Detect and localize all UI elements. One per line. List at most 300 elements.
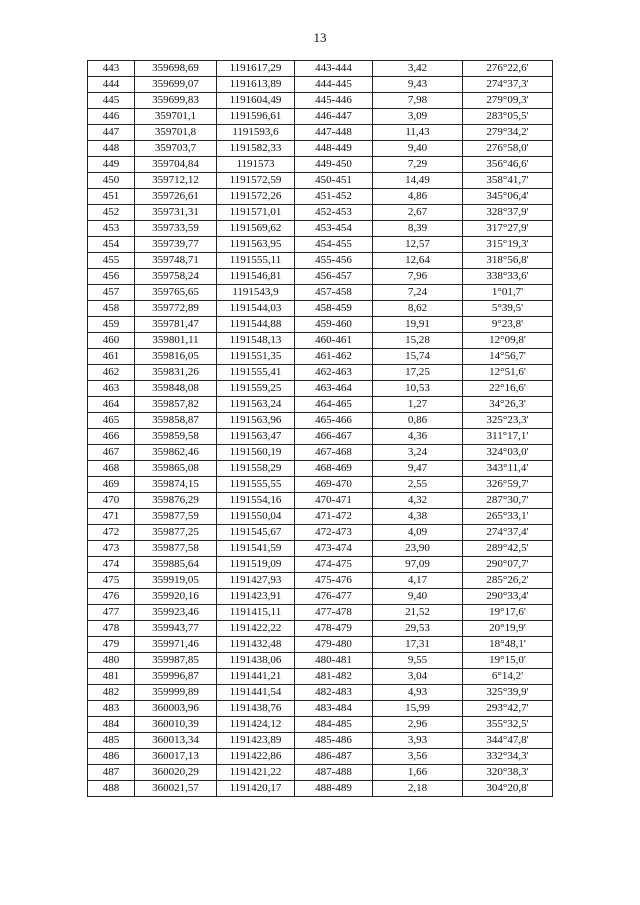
segment-cell: 451-452	[295, 189, 373, 205]
point-number-cell: 443	[88, 61, 135, 77]
bearing-cell: 276°22,6'	[463, 61, 553, 77]
x-coordinate-cell: 359987,85	[135, 653, 217, 669]
distance-cell: 12,64	[373, 253, 463, 269]
x-coordinate-cell: 359712,12	[135, 173, 217, 189]
bearing-cell: 285°26,2'	[463, 573, 553, 589]
x-coordinate-cell: 359765,65	[135, 285, 217, 301]
table-row	[88, 253, 553, 269]
segment-cell: 454-455	[295, 237, 373, 253]
segment-cell: 486-487	[295, 749, 373, 765]
distance-cell: 4,36	[373, 429, 463, 445]
bearing-cell: 355°32,5'	[463, 717, 553, 733]
bearing-cell: 343°11,4'	[463, 461, 553, 477]
table-row	[88, 589, 553, 605]
point-number-cell: 452	[88, 205, 135, 221]
x-coordinate-cell: 359698,69	[135, 61, 217, 77]
table-row	[88, 637, 553, 653]
distance-cell: 7,29	[373, 157, 463, 173]
x-coordinate-cell: 359831,26	[135, 365, 217, 381]
x-coordinate-cell: 359699,07	[135, 77, 217, 93]
distance-cell: 4,32	[373, 493, 463, 509]
y-coordinate-cell: 1191541,59	[217, 541, 295, 557]
x-coordinate-cell: 359848,08	[135, 381, 217, 397]
distance-cell: 23,90	[373, 541, 463, 557]
x-coordinate-cell: 359781,47	[135, 317, 217, 333]
distance-cell: 9,40	[373, 141, 463, 157]
y-coordinate-cell: 1191546,81	[217, 269, 295, 285]
point-number-cell: 453	[88, 221, 135, 237]
segment-cell: 461-462	[295, 349, 373, 365]
distance-cell: 7,96	[373, 269, 463, 285]
table-row	[88, 301, 553, 317]
coordinates-table-body	[88, 61, 553, 797]
x-coordinate-cell: 359701,8	[135, 125, 217, 141]
x-coordinate-cell: 359923,46	[135, 605, 217, 621]
x-coordinate-cell: 359996,87	[135, 669, 217, 685]
bearing-cell: 325°23,3'	[463, 413, 553, 429]
segment-cell: 466-467	[295, 429, 373, 445]
point-number-cell: 459	[88, 317, 135, 333]
x-coordinate-cell: 359865,08	[135, 461, 217, 477]
point-number-cell: 470	[88, 493, 135, 509]
segment-cell: 457-458	[295, 285, 373, 301]
x-coordinate-cell: 359733,59	[135, 221, 217, 237]
distance-cell: 3,09	[373, 109, 463, 125]
y-coordinate-cell: 1191593,6	[217, 125, 295, 141]
segment-cell: 488-489	[295, 781, 373, 797]
table-row	[88, 749, 553, 765]
distance-cell: 9,40	[373, 589, 463, 605]
table-row	[88, 477, 553, 493]
point-number-cell: 444	[88, 77, 135, 93]
x-coordinate-cell: 359772,89	[135, 301, 217, 317]
distance-cell: 4,93	[373, 685, 463, 701]
segment-cell: 479-480	[295, 637, 373, 653]
y-coordinate-cell: 1191544,03	[217, 301, 295, 317]
segment-cell: 459-460	[295, 317, 373, 333]
y-coordinate-cell: 1191438,76	[217, 701, 295, 717]
bearing-cell: 324°03,0'	[463, 445, 553, 461]
bearing-cell: 34°26,3'	[463, 397, 553, 413]
x-coordinate-cell: 359816,05	[135, 349, 217, 365]
segment-cell: 484-485	[295, 717, 373, 733]
segment-cell: 480-481	[295, 653, 373, 669]
y-coordinate-cell: 1191519,09	[217, 557, 295, 573]
distance-cell: 9,43	[373, 77, 463, 93]
segment-cell: 464-465	[295, 397, 373, 413]
distance-cell: 2,18	[373, 781, 463, 797]
bearing-cell: 20°19,9'	[463, 621, 553, 637]
x-coordinate-cell: 360020,29	[135, 765, 217, 781]
bearing-cell: 22°16,6'	[463, 381, 553, 397]
table-row	[88, 77, 553, 93]
segment-cell: 450-451	[295, 173, 373, 189]
point-number-cell: 478	[88, 621, 135, 637]
point-number-cell: 464	[88, 397, 135, 413]
segment-cell: 453-454	[295, 221, 373, 237]
segment-cell: 477-478	[295, 605, 373, 621]
y-coordinate-cell: 1191548,13	[217, 333, 295, 349]
x-coordinate-cell: 359919,05	[135, 573, 217, 589]
y-coordinate-cell: 1191421,22	[217, 765, 295, 781]
distance-cell: 2,67	[373, 205, 463, 221]
point-number-cell: 455	[88, 253, 135, 269]
x-coordinate-cell: 359920,16	[135, 589, 217, 605]
segment-cell: 468-469	[295, 461, 373, 477]
x-coordinate-cell: 359859,58	[135, 429, 217, 445]
y-coordinate-cell: 1191423,89	[217, 733, 295, 749]
segment-cell: 474-475	[295, 557, 373, 573]
y-coordinate-cell: 1191551,35	[217, 349, 295, 365]
segment-cell: 487-488	[295, 765, 373, 781]
y-coordinate-cell: 1191427,93	[217, 573, 295, 589]
distance-cell: 1,27	[373, 397, 463, 413]
y-coordinate-cell: 1191550,04	[217, 509, 295, 525]
y-coordinate-cell: 1191572,59	[217, 173, 295, 189]
x-coordinate-cell: 359739,77	[135, 237, 217, 253]
point-number-cell: 448	[88, 141, 135, 157]
table-row	[88, 125, 553, 141]
y-coordinate-cell: 1191441,54	[217, 685, 295, 701]
bearing-cell: 358°41,7'	[463, 173, 553, 189]
bearing-cell: 338°33,6'	[463, 269, 553, 285]
point-number-cell: 482	[88, 685, 135, 701]
distance-cell: 17,31	[373, 637, 463, 653]
point-number-cell: 460	[88, 333, 135, 349]
distance-cell: 21,52	[373, 605, 463, 621]
segment-cell: 476-477	[295, 589, 373, 605]
distance-cell: 15,74	[373, 349, 463, 365]
segment-cell: 444-445	[295, 77, 373, 93]
segment-cell: 471-472	[295, 509, 373, 525]
point-number-cell: 467	[88, 445, 135, 461]
point-number-cell: 446	[88, 109, 135, 125]
point-number-cell: 456	[88, 269, 135, 285]
table-row	[88, 61, 553, 77]
bearing-cell: 279°09,3'	[463, 93, 553, 109]
y-coordinate-cell: 1191559,25	[217, 381, 295, 397]
bearing-cell: 12°51,6'	[463, 365, 553, 381]
table-row	[88, 237, 553, 253]
y-coordinate-cell: 1191563,95	[217, 237, 295, 253]
table-row	[88, 509, 553, 525]
table-row	[88, 93, 553, 109]
point-number-cell: 451	[88, 189, 135, 205]
point-number-cell: 454	[88, 237, 135, 253]
y-coordinate-cell: 1191438,06	[217, 653, 295, 669]
bearing-cell: 315°19,3'	[463, 237, 553, 253]
y-coordinate-cell: 1191617,29	[217, 61, 295, 77]
bearing-cell: 311°17,1'	[463, 429, 553, 445]
point-number-cell: 447	[88, 125, 135, 141]
x-coordinate-cell: 359858,87	[135, 413, 217, 429]
distance-cell: 2,96	[373, 717, 463, 733]
x-coordinate-cell: 360010,39	[135, 717, 217, 733]
point-number-cell: 468	[88, 461, 135, 477]
table-row	[88, 285, 553, 301]
y-coordinate-cell: 1191424,12	[217, 717, 295, 733]
segment-cell: 485-486	[295, 733, 373, 749]
x-coordinate-cell: 359862,46	[135, 445, 217, 461]
bearing-cell: 290°07,7'	[463, 557, 553, 573]
bearing-cell: 304°20,8'	[463, 781, 553, 797]
point-number-cell: 487	[88, 765, 135, 781]
bearing-cell: 14°56,7'	[463, 349, 553, 365]
distance-cell: 4,38	[373, 509, 463, 525]
point-number-cell: 463	[88, 381, 135, 397]
bearing-cell: 325°39,9'	[463, 685, 553, 701]
x-coordinate-cell: 359877,58	[135, 541, 217, 557]
x-coordinate-cell: 359726,61	[135, 189, 217, 205]
table-row	[88, 317, 553, 333]
coordinates-table	[87, 60, 553, 797]
y-coordinate-cell: 1191544,88	[217, 317, 295, 333]
table-row	[88, 173, 553, 189]
segment-cell: 469-470	[295, 477, 373, 493]
y-coordinate-cell: 1191543,9	[217, 285, 295, 301]
x-coordinate-cell: 359699,83	[135, 93, 217, 109]
point-number-cell: 479	[88, 637, 135, 653]
distance-cell: 8,39	[373, 221, 463, 237]
segment-cell: 472-473	[295, 525, 373, 541]
bearing-cell: 5°39,5'	[463, 301, 553, 317]
point-number-cell: 475	[88, 573, 135, 589]
table-row	[88, 445, 553, 461]
bearing-cell: 290°33,4'	[463, 589, 553, 605]
bearing-cell: 6°14,2'	[463, 669, 553, 685]
segment-cell: 463-464	[295, 381, 373, 397]
x-coordinate-cell: 359943,77	[135, 621, 217, 637]
point-number-cell: 473	[88, 541, 135, 557]
segment-cell: 481-482	[295, 669, 373, 685]
x-coordinate-cell: 359885,64	[135, 557, 217, 573]
table-row	[88, 733, 553, 749]
y-coordinate-cell: 1191560,19	[217, 445, 295, 461]
segment-cell: 483-484	[295, 701, 373, 717]
bearing-cell: 9°23,8'	[463, 317, 553, 333]
point-number-cell: 486	[88, 749, 135, 765]
table-row	[88, 653, 553, 669]
table-row	[88, 525, 553, 541]
y-coordinate-cell: 1191555,55	[217, 477, 295, 493]
distance-cell: 17,25	[373, 365, 463, 381]
point-number-cell: 457	[88, 285, 135, 301]
point-number-cell: 450	[88, 173, 135, 189]
table-row	[88, 269, 553, 285]
distance-cell: 11,43	[373, 125, 463, 141]
y-coordinate-cell: 1191422,22	[217, 621, 295, 637]
table-row	[88, 557, 553, 573]
x-coordinate-cell: 359874,15	[135, 477, 217, 493]
y-coordinate-cell: 1191423,91	[217, 589, 295, 605]
bearing-cell: 344°47,8'	[463, 733, 553, 749]
segment-cell: 452-453	[295, 205, 373, 221]
bearing-cell: 19°17,6'	[463, 605, 553, 621]
table-row	[88, 605, 553, 621]
bearing-cell: 345°06,4'	[463, 189, 553, 205]
table-row	[88, 189, 553, 205]
segment-cell: 455-456	[295, 253, 373, 269]
x-coordinate-cell: 360021,57	[135, 781, 217, 797]
table-row	[88, 381, 553, 397]
y-coordinate-cell: 1191569,62	[217, 221, 295, 237]
point-number-cell: 477	[88, 605, 135, 621]
y-coordinate-cell: 1191582,33	[217, 141, 295, 157]
segment-cell: 470-471	[295, 493, 373, 509]
x-coordinate-cell: 360003,96	[135, 701, 217, 717]
table-row	[88, 765, 553, 781]
bearing-cell: 18°48,1'	[463, 637, 553, 653]
point-number-cell: 480	[88, 653, 135, 669]
distance-cell: 19,91	[373, 317, 463, 333]
segment-cell: 445-446	[295, 93, 373, 109]
distance-cell: 3,56	[373, 749, 463, 765]
y-coordinate-cell: 1191563,24	[217, 397, 295, 413]
y-coordinate-cell: 1191613,89	[217, 77, 295, 93]
x-coordinate-cell: 359971,46	[135, 637, 217, 653]
y-coordinate-cell: 1191422,86	[217, 749, 295, 765]
bearing-cell: 320°38,3'	[463, 765, 553, 781]
table-row	[88, 685, 553, 701]
table-row	[88, 541, 553, 557]
y-coordinate-cell: 1191563,47	[217, 429, 295, 445]
point-number-cell: 474	[88, 557, 135, 573]
bearing-cell: 287°30,7'	[463, 493, 553, 509]
x-coordinate-cell: 359758,24	[135, 269, 217, 285]
table-row	[88, 413, 553, 429]
y-coordinate-cell: 1191596,61	[217, 109, 295, 125]
table-row	[88, 717, 553, 733]
distance-cell: 3,42	[373, 61, 463, 77]
distance-cell: 3,24	[373, 445, 463, 461]
table-row	[88, 493, 553, 509]
x-coordinate-cell: 359748,71	[135, 253, 217, 269]
segment-cell: 475-476	[295, 573, 373, 589]
x-coordinate-cell: 359876,29	[135, 493, 217, 509]
point-number-cell: 483	[88, 701, 135, 717]
x-coordinate-cell: 359999,89	[135, 685, 217, 701]
segment-cell: 465-466	[295, 413, 373, 429]
y-coordinate-cell: 1191604,49	[217, 93, 295, 109]
bearing-cell: 276°58,0'	[463, 141, 553, 157]
y-coordinate-cell: 1191545,67	[217, 525, 295, 541]
segment-cell: 460-461	[295, 333, 373, 349]
table-row	[88, 573, 553, 589]
segment-cell: 462-463	[295, 365, 373, 381]
distance-cell: 7,98	[373, 93, 463, 109]
distance-cell: 29,53	[373, 621, 463, 637]
x-coordinate-cell: 360013,34	[135, 733, 217, 749]
distance-cell: 97,09	[373, 557, 463, 573]
point-number-cell: 471	[88, 509, 135, 525]
segment-cell: 446-447	[295, 109, 373, 125]
segment-cell: 458-459	[295, 301, 373, 317]
bearing-cell: 283°05,5'	[463, 109, 553, 125]
bearing-cell: 12°09,8'	[463, 333, 553, 349]
table-row	[88, 109, 553, 125]
y-coordinate-cell: 1191573	[217, 157, 295, 173]
point-number-cell: 484	[88, 717, 135, 733]
segment-cell: 449-450	[295, 157, 373, 173]
point-number-cell: 461	[88, 349, 135, 365]
distance-cell: 7,24	[373, 285, 463, 301]
segment-cell: 473-474	[295, 541, 373, 557]
point-number-cell: 462	[88, 365, 135, 381]
y-coordinate-cell: 1191420,17	[217, 781, 295, 797]
point-number-cell: 469	[88, 477, 135, 493]
table-row	[88, 461, 553, 477]
point-number-cell: 466	[88, 429, 135, 445]
point-number-cell: 472	[88, 525, 135, 541]
table-row	[88, 349, 553, 365]
segment-cell: 467-468	[295, 445, 373, 461]
segment-cell: 478-479	[295, 621, 373, 637]
bearing-cell: 328°37,9'	[463, 205, 553, 221]
y-coordinate-cell: 1191572,26	[217, 189, 295, 205]
y-coordinate-cell: 1191558,29	[217, 461, 295, 477]
segment-cell: 448-449	[295, 141, 373, 157]
distance-cell: 3,04	[373, 669, 463, 685]
distance-cell: 0,86	[373, 413, 463, 429]
bearing-cell: 356°46,6'	[463, 157, 553, 173]
x-coordinate-cell: 359703,7	[135, 141, 217, 157]
bearing-cell: 274°37,4'	[463, 525, 553, 541]
page-number: 13	[313, 30, 327, 45]
table-row	[88, 205, 553, 221]
x-coordinate-cell: 359701,1	[135, 109, 217, 125]
x-coordinate-cell: 359877,25	[135, 525, 217, 541]
x-coordinate-cell: 359801,11	[135, 333, 217, 349]
point-number-cell: 445	[88, 93, 135, 109]
distance-cell: 14,49	[373, 173, 463, 189]
y-coordinate-cell: 1191441,21	[217, 669, 295, 685]
bearing-cell: 318°56,8'	[463, 253, 553, 269]
y-coordinate-cell: 1191415,11	[217, 605, 295, 621]
segment-cell: 443-444	[295, 61, 373, 77]
point-number-cell: 476	[88, 589, 135, 605]
bearing-cell: 1°01,7'	[463, 285, 553, 301]
table-row	[88, 701, 553, 717]
y-coordinate-cell: 1191555,41	[217, 365, 295, 381]
segment-cell: 447-448	[295, 125, 373, 141]
distance-cell: 1,66	[373, 765, 463, 781]
y-coordinate-cell: 1191554,16	[217, 493, 295, 509]
point-number-cell: 488	[88, 781, 135, 797]
point-number-cell: 465	[88, 413, 135, 429]
y-coordinate-cell: 1191571,01	[217, 205, 295, 221]
distance-cell: 9,47	[373, 461, 463, 477]
distance-cell: 12,57	[373, 237, 463, 253]
bearing-cell: 274°37,3'	[463, 77, 553, 93]
distance-cell: 9,55	[373, 653, 463, 669]
table-row	[88, 141, 553, 157]
bearing-cell: 293°42,7'	[463, 701, 553, 717]
bearing-cell: 326°59,7'	[463, 477, 553, 493]
bearing-cell: 265°33,1'	[463, 509, 553, 525]
bearing-cell: 332°34,3'	[463, 749, 553, 765]
x-coordinate-cell: 359704,84	[135, 157, 217, 173]
bearing-cell: 19°15,0'	[463, 653, 553, 669]
distance-cell: 3,93	[373, 733, 463, 749]
table-row	[88, 621, 553, 637]
x-coordinate-cell: 359731,31	[135, 205, 217, 221]
table-row	[88, 669, 553, 685]
x-coordinate-cell: 359857,82	[135, 397, 217, 413]
table-row	[88, 157, 553, 173]
table-row	[88, 397, 553, 413]
distance-cell: 4,17	[373, 573, 463, 589]
point-number-cell: 481	[88, 669, 135, 685]
